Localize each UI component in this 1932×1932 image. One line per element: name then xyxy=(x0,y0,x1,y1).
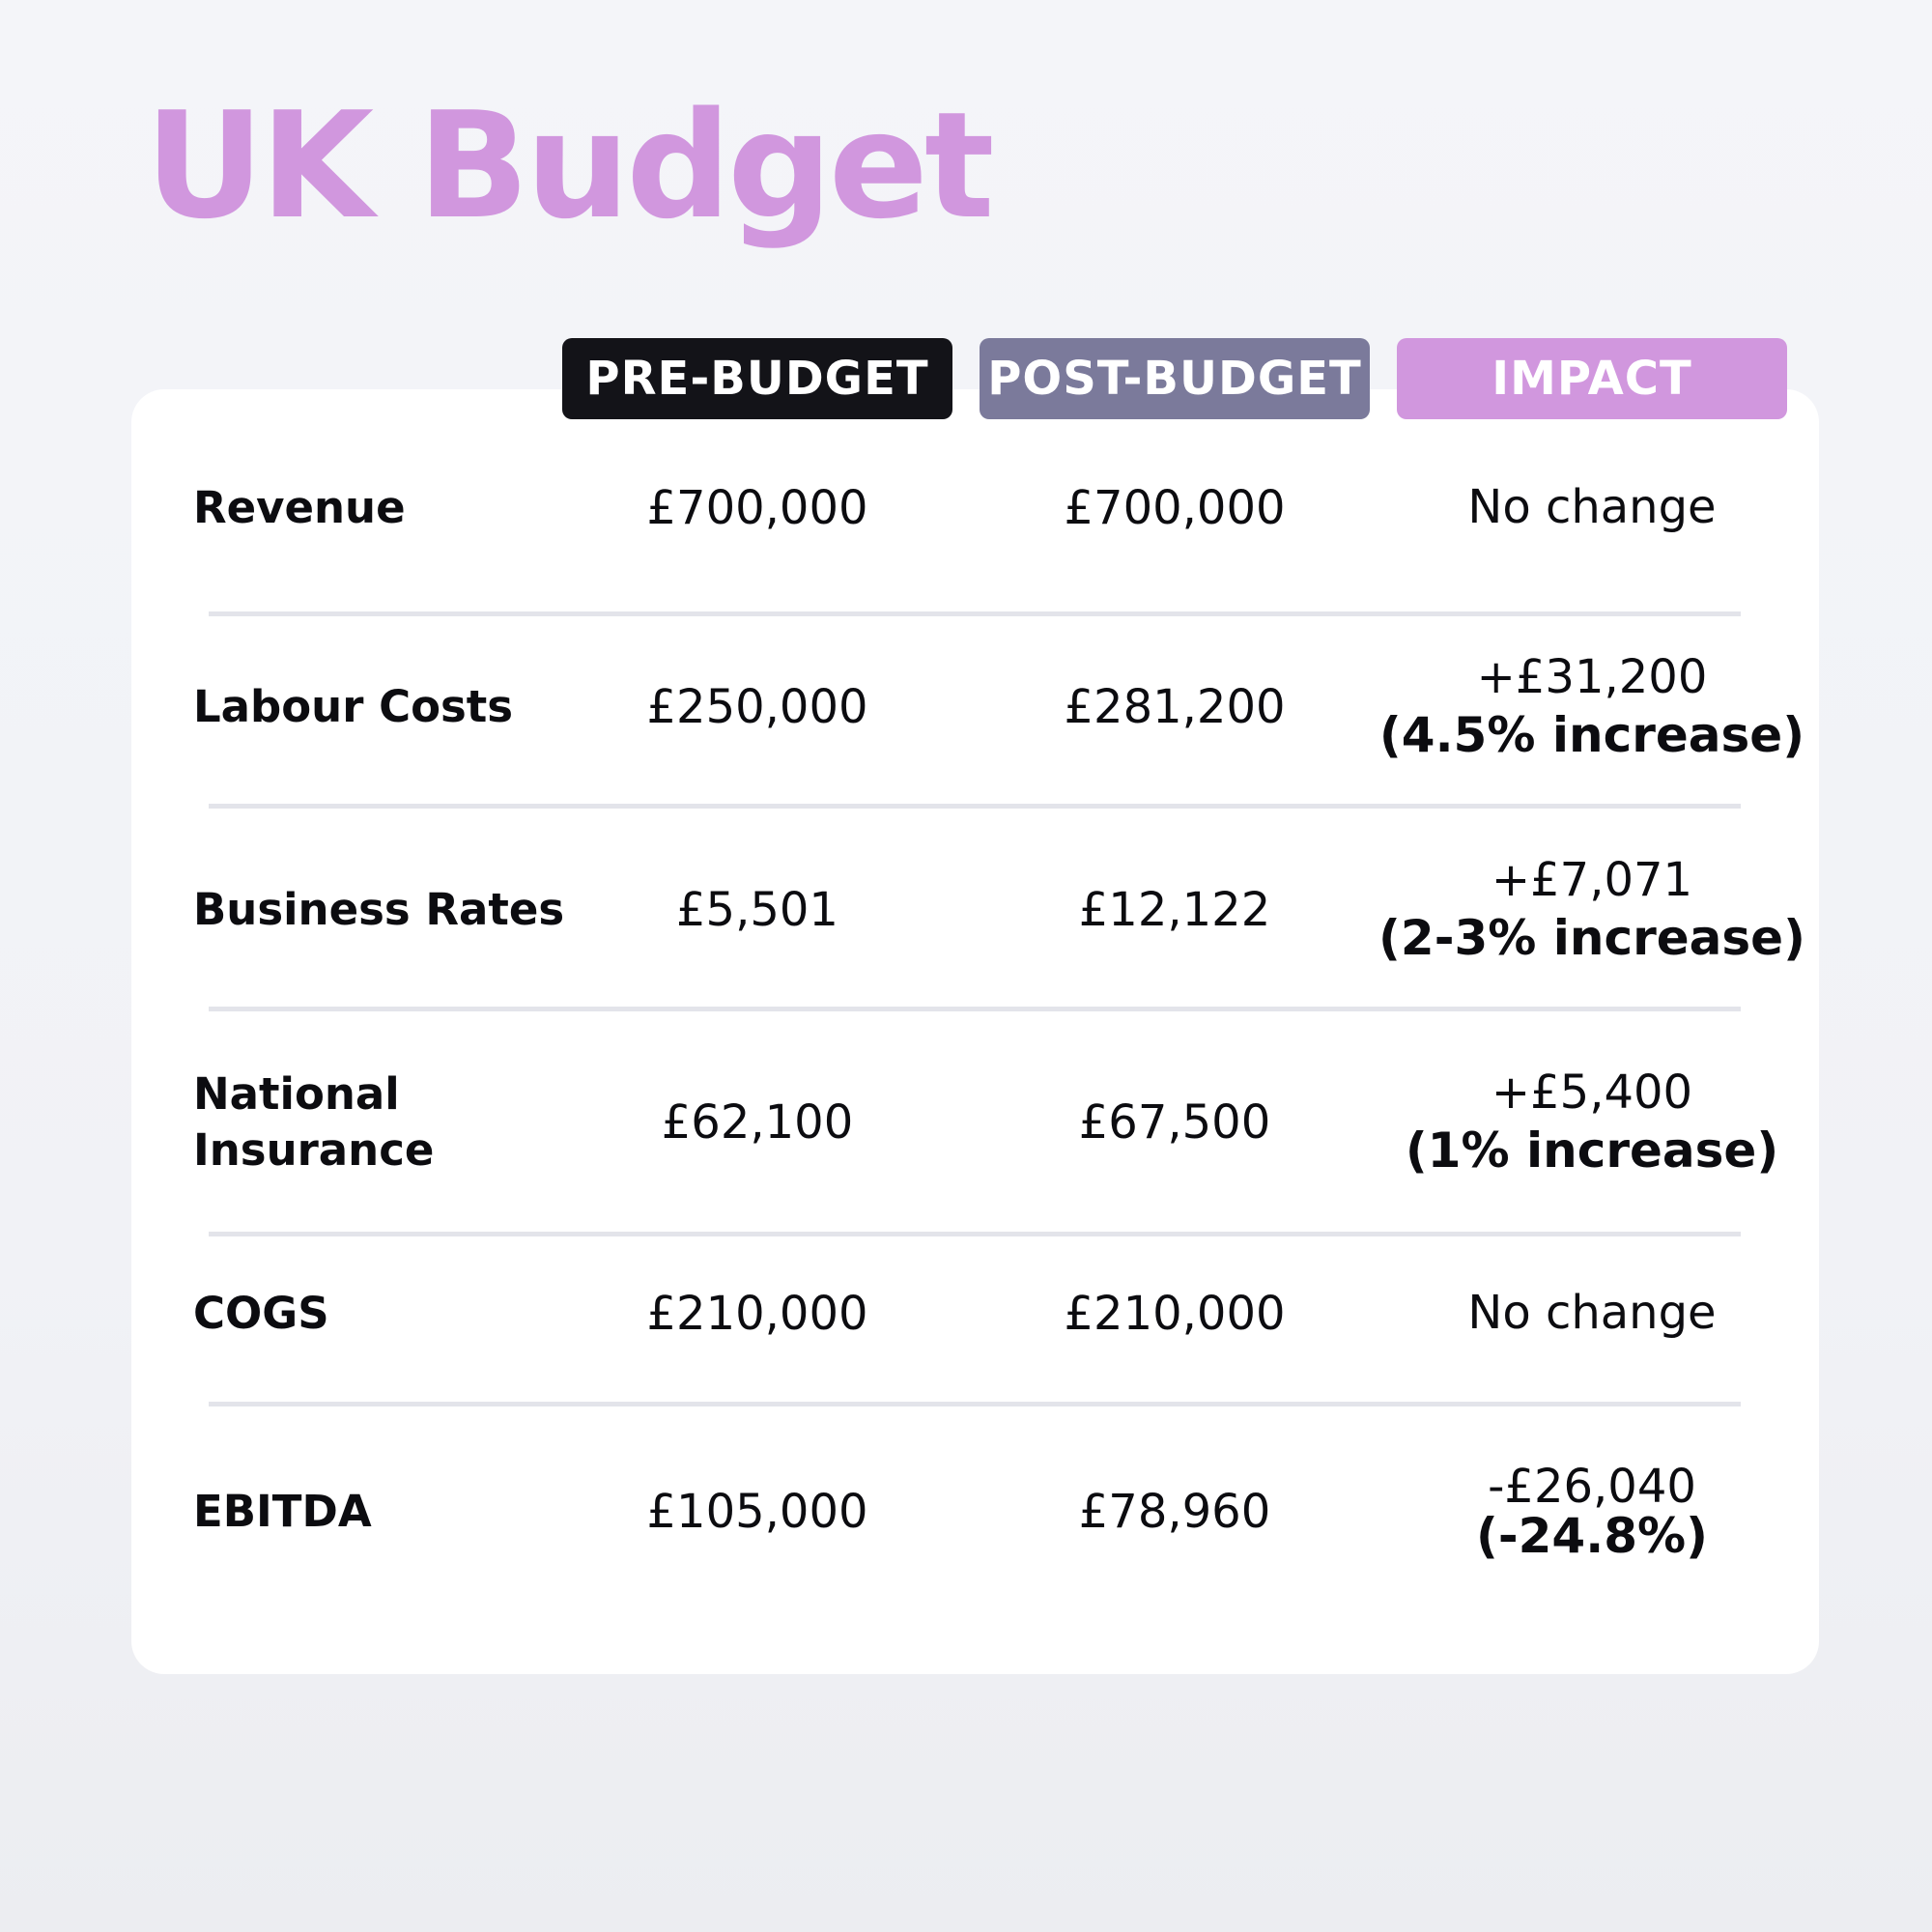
page-title: UK Budget xyxy=(145,80,991,251)
pre-budget-header: PRE-BUDGET xyxy=(562,338,952,419)
row-label: National Insurance xyxy=(193,1067,435,1176)
post-budget-value: £700,000 xyxy=(1064,481,1286,535)
impact-percentage: (-24.8%) xyxy=(1476,1507,1708,1564)
row-divider xyxy=(209,1232,1741,1236)
table-row-ebitda xyxy=(0,1451,1932,1573)
row-label: Labour Costs xyxy=(193,680,514,732)
impact-amount: -£26,040 xyxy=(1488,1459,1696,1514)
table-row-labour-costs xyxy=(0,643,1932,771)
impact-amount: No change xyxy=(1467,480,1717,535)
row-divider xyxy=(209,804,1741,809)
impact-amount: No change xyxy=(1467,1286,1717,1341)
row-divider xyxy=(209,611,1741,616)
impact-amount: +£7,071 xyxy=(1491,853,1693,908)
table-row-national-insurance xyxy=(0,1059,1932,1186)
table-row-revenue xyxy=(0,450,1932,566)
pre-budget-value: £105,000 xyxy=(646,1485,868,1539)
impact-cell xyxy=(1372,643,1812,771)
row-divider xyxy=(209,1402,1741,1406)
row-label: EBITDA xyxy=(193,1485,372,1537)
row-label: Revenue xyxy=(193,481,406,533)
pre-budget-value: £62,100 xyxy=(661,1095,854,1150)
impact-cell xyxy=(1372,1451,1812,1573)
impact-amount: +£5,400 xyxy=(1491,1065,1693,1121)
impact-amount: +£31,200 xyxy=(1476,650,1708,705)
pre-budget-value: £5,501 xyxy=(676,883,838,937)
impact-cell xyxy=(1372,846,1812,974)
impact-cell xyxy=(1372,1256,1812,1372)
post-budget-value: £12,122 xyxy=(1078,883,1271,937)
impact-percentage: (4.5% increase) xyxy=(1378,706,1805,763)
impact-cell xyxy=(1372,1059,1812,1186)
row-label: Business Rates xyxy=(193,883,565,935)
impact-cell xyxy=(1372,450,1812,566)
post-budget-value: £78,960 xyxy=(1078,1485,1271,1539)
impact-header: IMPACT xyxy=(1397,338,1787,419)
post-budget-header: POST-BUDGET xyxy=(980,338,1370,419)
post-budget-value: £210,000 xyxy=(1064,1287,1286,1341)
pre-budget-value: £700,000 xyxy=(646,481,868,535)
post-budget-value: £67,500 xyxy=(1078,1095,1271,1150)
row-divider xyxy=(209,1007,1741,1011)
table-row-business-rates xyxy=(0,846,1932,974)
pre-budget-value: £250,000 xyxy=(646,680,868,734)
post-budget-value: £281,200 xyxy=(1064,680,1286,734)
pre-budget-value: £210,000 xyxy=(646,1287,868,1341)
table-row-cogs xyxy=(0,1256,1932,1372)
impact-percentage: (2-3% increase) xyxy=(1378,909,1805,966)
impact-percentage: (1% increase) xyxy=(1405,1122,1779,1179)
row-label: COGS xyxy=(193,1287,329,1339)
